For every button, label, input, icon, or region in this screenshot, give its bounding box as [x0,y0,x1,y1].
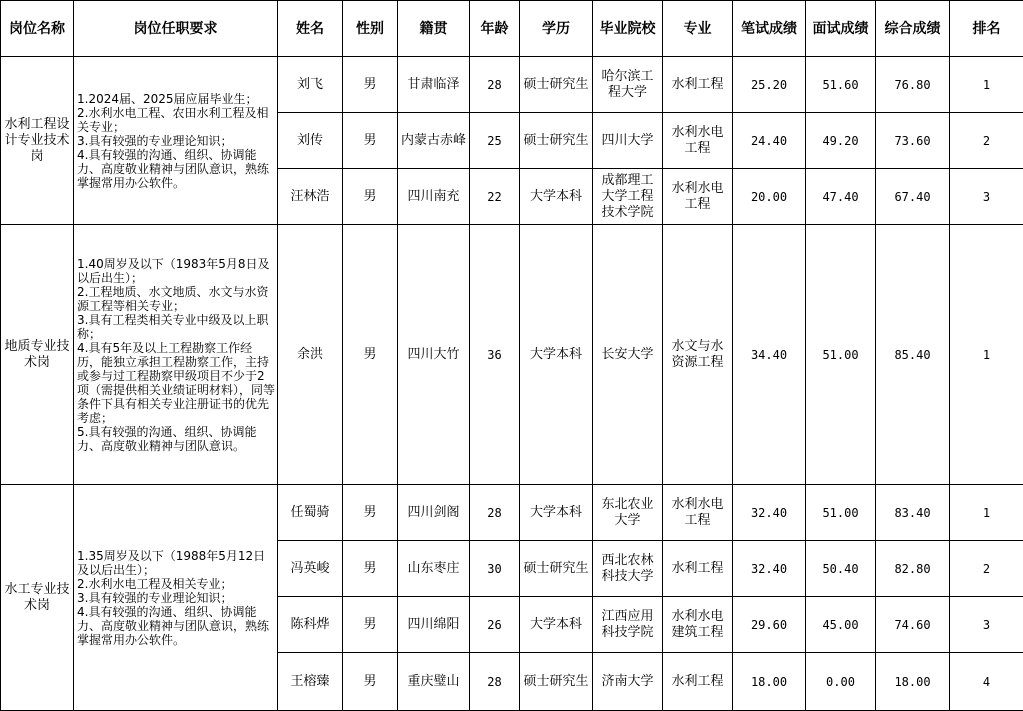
total-score: 82.80 [876,541,950,597]
candidate-major: 水利水电工程 [663,485,733,541]
requirement-line: 4.具有较强的沟通、组织、协调能力、高度敬业精神与团队意识，熟练掌握常用办公软件。 [77,148,275,190]
interview-score: 51.00 [806,225,876,485]
candidate-age: 30 [470,541,520,597]
header-origin: 籍贯 [398,1,470,57]
candidate-major: 水利水电建筑工程 [663,597,733,653]
table-row [1,225,1023,485]
candidate-age: 25 [470,113,520,169]
total-score: 83.40 [876,485,950,541]
header-school: 毕业院校 [593,1,663,57]
header-gender: 性别 [343,1,398,57]
candidate-gender: 男 [343,225,398,485]
requirement-line: 2.水利水电工程、农田水利工程及相关专业； [77,106,275,134]
candidate-gender: 男 [343,541,398,597]
candidate-school: 江西应用科技学院 [593,597,663,653]
candidate-rank: 2 [950,541,1023,597]
post-name: 地质专业技术岗 [1,225,74,485]
candidate-age: 28 [470,653,520,711]
candidate-rank: 2 [950,113,1023,169]
candidate-education: 硕士研究生 [520,57,593,113]
candidate-school: 成都理工大学工程技术学院 [593,169,663,225]
candidate-education: 大学本科 [520,225,593,485]
candidate-major: 水文与水资源工程 [663,225,733,485]
post-requirements [74,57,278,225]
candidate-education: 大学本科 [520,485,593,541]
candidate-name: 冯英峻 [278,541,343,597]
written-score: 20.00 [733,169,806,225]
requirement-line: 1.2024届、2025届应届毕业生； [77,92,275,106]
requirement-line: 1.35周岁及以下（1988年5月12日及以后出生）； [77,549,275,577]
candidate-rank: 3 [950,169,1023,225]
requirement-line: 1.40周岁及以下（1983年5月8日及以后出生）； [77,257,275,285]
candidate-name: 任蜀骑 [278,485,343,541]
written-score: 18.00 [733,653,806,711]
candidate-education: 大学本科 [520,169,593,225]
candidate-name: 刘飞 [278,57,343,113]
total-score: 76.80 [876,57,950,113]
requirement-line: 2.水利水电工程及相关专业； [77,577,275,591]
written-score: 32.40 [733,485,806,541]
candidate-origin: 四川剑阁 [398,485,470,541]
interview-score: 0.00 [806,653,876,711]
candidate-major: 水利工程 [663,653,733,711]
table-row [1,485,1023,541]
candidate-school: 四川大学 [593,113,663,169]
post-requirements [74,225,278,485]
requirement-line: 3.具有较强的专业理论知识； [77,591,275,605]
candidate-age: 28 [470,57,520,113]
post-name: 水利工程设计专业技术岗 [1,57,74,225]
candidate-gender: 男 [343,113,398,169]
candidate-origin: 四川南充 [398,169,470,225]
interview-score: 45.00 [806,597,876,653]
candidate-gender: 男 [343,485,398,541]
candidate-origin: 四川绵阳 [398,597,470,653]
header-interview-score: 面试成绩 [806,1,876,57]
candidate-age: 22 [470,169,520,225]
candidate-school: 长安大学 [593,225,663,485]
candidate-name: 刘传 [278,113,343,169]
interview-score: 47.40 [806,169,876,225]
candidate-education: 大学本科 [520,597,593,653]
candidate-school: 东北农业大学 [593,485,663,541]
interview-score: 51.60 [806,57,876,113]
header-name: 姓名 [278,1,343,57]
requirement-line: 4.具有较强的沟通、组织、协调能力、高度敬业精神与团队意识，熟练掌握常用办公软件。 [77,605,275,647]
header-requirements: 岗位任职要求 [74,1,278,57]
candidate-education: 硕士研究生 [520,113,593,169]
total-score: 18.00 [876,653,950,711]
candidate-gender: 男 [343,57,398,113]
total-score: 74.60 [876,597,950,653]
header-written-score: 笔试成绩 [733,1,806,57]
candidate-major: 水利工程 [663,57,733,113]
candidate-rank: 1 [950,485,1023,541]
candidate-name: 汪林浩 [278,169,343,225]
candidate-school: 济南大学 [593,653,663,711]
requirement-line: 2.工程地质、水文地质、水文与水资源工程等相关专业； [77,285,275,313]
requirement-line: 4.具有5年及以上工程勘察工作经历，能独立承担工程勘察工作，主持或参与过工程勘察甲级项目不少于2项（需提供相关业绩证明材料），同等条件下具有相关专业注册证书的优先考虑； [77,341,275,425]
candidate-origin: 四川大竹 [398,225,470,485]
candidate-gender: 男 [343,169,398,225]
interview-score: 49.20 [806,113,876,169]
total-score: 85.40 [876,225,950,485]
post-name: 水工专业技术岗 [1,485,74,711]
candidate-age: 26 [470,597,520,653]
candidate-gender: 男 [343,653,398,711]
written-score: 34.40 [733,225,806,485]
requirement-line: 5.具有较强的沟通、组织、协调能力、高度敬业精神与团队意识。 [77,425,275,453]
total-score: 67.40 [876,169,950,225]
written-score: 29.60 [733,597,806,653]
interview-score: 51.00 [806,485,876,541]
requirement-line: 3.具有工程类相关专业中级及以上职称； [77,313,275,341]
header-post: 岗位名称 [1,1,74,57]
candidate-rank: 3 [950,597,1023,653]
candidate-education: 硕士研究生 [520,541,593,597]
candidate-major: 水利水电工程 [663,113,733,169]
candidate-age: 36 [470,225,520,485]
header-major: 专业 [663,1,733,57]
table-row [1,57,1023,113]
table-body [1,57,1023,711]
candidate-major: 水利工程 [663,541,733,597]
candidate-name: 陈科烨 [278,597,343,653]
total-score: 73.60 [876,113,950,169]
candidate-origin: 内蒙古赤峰 [398,113,470,169]
interview-score: 50.40 [806,541,876,597]
candidate-origin: 甘肃临泽 [398,57,470,113]
candidate-school: 哈尔滨工程大学 [593,57,663,113]
requirement-line: 3.具有较强的专业理论知识； [77,134,275,148]
candidate-name: 余洪 [278,225,343,485]
candidate-rank: 4 [950,653,1023,711]
candidate-rank: 1 [950,225,1023,485]
candidate-gender: 男 [343,597,398,653]
header-education: 学历 [520,1,593,57]
candidate-school: 西北农林科技大学 [593,541,663,597]
header-row [1,1,1023,57]
candidate-origin: 山东枣庄 [398,541,470,597]
candidate-origin: 重庆璧山 [398,653,470,711]
post-requirements [74,485,278,711]
candidate-rank: 1 [950,57,1023,113]
candidate-name: 王榕臻 [278,653,343,711]
candidate-major: 水利水电工程 [663,169,733,225]
candidate-education: 硕士研究生 [520,653,593,711]
written-score: 25.20 [733,57,806,113]
written-score: 24.40 [733,113,806,169]
header-total-score: 综合成绩 [876,1,950,57]
written-score: 32.40 [733,541,806,597]
candidate-age: 28 [470,485,520,541]
header-rank: 排名 [950,1,1023,57]
header-age: 年龄 [470,1,520,57]
